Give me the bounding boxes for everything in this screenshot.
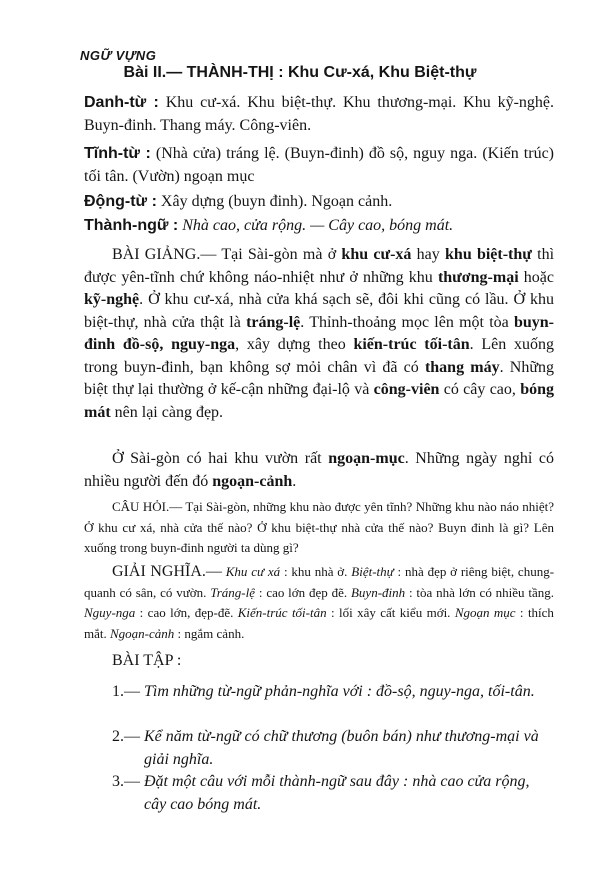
keyword: công-viên [373, 381, 440, 398]
glossary-term: Nguy-nga [84, 605, 136, 620]
vocab-label: Thành-ngữ [84, 217, 169, 234]
vocab-danh-tu: Danh-từ : Khu cư-xá. Khu biệt-thự. Khu thương-mại. Khu kỹ-nghệ. Buyn-đinh. Thang máy. Công-viên. [84, 94, 554, 134]
lecture-label: BÀI GIẢNG.— [112, 246, 217, 263]
glossary-definition: tòa nhà lớn có nhiều tầng. [416, 584, 555, 600]
lecture-paragraph-1: BÀI GIẢNG.— Tại Sài-gòn mà ở khu cư-xá hay khu biệt-thự thì được yên-tĩnh chứ không náo-nhiệt như ở những khu thương-mại hoặc kỹ-nghệ. Ở khu cư-xá, nhà cửa khá sạch sẽ, đôi khi cũng có lầu. Ở khu biệt-thự, nhà cửa thật là tráng-lệ. Thỉnh-thoảng mọc lên một tòa buyn-đinh đồ-sộ, nguy-nga, xây dựng theo kiến-trúc tối-tân. Lên xuống trong buyn-đinh, bạn không sợ mỏi chân vì đã có thang máy. Những biệt thự lại thường ở kế-cận những đại-lộ và công-viên có cây cao, bóng mát nên lại càng đẹp. [84, 246, 555, 421]
vocab-text: Nhà cao, cửa rộng. — Cây cao, bóng mát. [178, 217, 454, 234]
glossary-definition: nhà đẹp ở riêng biệt, chung-quanh có sân, có vườn. [84, 564, 555, 600]
vocab-label: Danh-từ [84, 94, 147, 111]
glossary-entry: Nguy-nga : cao lớn, đẹp-đẽ. [84, 605, 234, 620]
keyword: thang máy [424, 358, 500, 376]
vocab-thanh-ngu: Thành-ngữ : Nhà cao, cửa rộng. — Cây cao, bóng mát. [84, 217, 454, 234]
exercise-item [112, 681, 552, 704]
glossary-term: Biệt-thự [351, 564, 394, 579]
glossary-term: Ngoạn mục [454, 605, 516, 620]
vocab-text: Xây dựng (buyn đinh). Ngoạn cảnh. [156, 193, 393, 210]
exercises-heading: BÀI TẬP : [112, 652, 182, 669]
keyword: bóng mát [84, 381, 554, 421]
glossary-block [84, 562, 554, 644]
keyword: kỹ-nghệ [84, 291, 140, 308]
glossary-entry: Buyn-đinh : tòa nhà lớn có nhiều tầng. [350, 584, 555, 600]
glossary-term: Khu cư xá [225, 564, 281, 579]
exercise-item [112, 771, 552, 816]
glossary-definition: cao lớn đẹp đẽ. [266, 584, 348, 600]
section-header: NGỮ VỰNG [80, 48, 157, 63]
keyword: thương-mại [437, 268, 519, 286]
keyword: ngoạn-cảnh [212, 472, 293, 490]
keyword: kiến-trúc tối-tân [353, 336, 470, 353]
exercise-number: 1.— [112, 683, 140, 700]
glossary-entry: Ngoạn-cảnh : ngắm cảnh. [110, 625, 245, 641]
exercise-text: Kể năm từ-ngữ có chữ thương (buôn bán) như thương-mại và giải nghĩa. [144, 728, 539, 768]
glossary-definition: ngắm cảnh. [184, 625, 245, 641]
glossary-definition: cao lớn, đẹp-đẽ. [147, 605, 234, 620]
exercise-text: Tìm những từ-ngữ phản-nghĩa với : đồ-sộ, nguy-nga, tối-tân. [144, 683, 535, 700]
glossary-entry: Ngoạn mục : thích mắt. [84, 605, 554, 641]
questions-block [84, 497, 554, 559]
glossary-entry: Kiến-trúc tối-tân : lối xây cất kiểu mới. [237, 605, 451, 620]
glossary-definition: lối xây cất kiểu mới. [339, 605, 451, 620]
glossary-label: GIẢI NGHĨA.— [112, 563, 222, 580]
vocab-tinh-tu: Tĩnh-từ : (Nhà cửa) tráng lệ. (Buyn-đinh) đồ sộ, nguy nga. (Kiến trúc) tối tân. (Vườn) ngoạn mục [84, 145, 555, 185]
vocab-text: Khu cư-xá. Khu biệt-thự. Khu thương-mại. Khu kỹ-nghệ. Buyn-đinh. Thang máy. Công-viên. [84, 94, 554, 134]
glossary-term: Kiến-trúc tối-tân [237, 605, 327, 620]
glossary-term: Buyn-đinh [350, 584, 406, 600]
exercise-number: 2.— [112, 728, 140, 745]
vocab-label: Động-từ [84, 193, 148, 210]
glossary-term: Ngoạn-cảnh [110, 625, 175, 641]
glossary-term: Tráng-lệ [210, 584, 256, 600]
questions-label: CÂU HỎI.— [112, 499, 183, 514]
keyword: tráng-lệ [246, 313, 301, 331]
keyword: khu cư-xá [341, 246, 412, 263]
glossary-entry: Khu cư xá : khu nhà ở. [225, 564, 348, 579]
exercise-text: Đặt một câu với mỗi thành-ngữ sau đây : nhà cao cửa rộng, cây cao bóng mát. [144, 773, 530, 813]
glossary-definition: khu nhà ở. [291, 564, 348, 579]
glossary-definition: thích mắt. [84, 605, 554, 641]
exercise-number: 3.— [112, 773, 140, 790]
vocab-dong-tu: Động-từ : Xây dựng (buyn đinh). Ngoạn cảnh. [84, 193, 393, 210]
keyword: buyn-đinh đồ-sộ, nguy-nga [84, 313, 554, 353]
vocab-text: (Nhà cửa) tráng lệ. (Buyn-đinh) đồ sộ, nguy nga. (Kiến trúc) tối tân. (Vườn) ngoạn mục [84, 145, 555, 185]
vocab-label: Tĩnh-từ [84, 145, 141, 162]
lecture-paragraph-2: Ở Sài-gòn có hai khu vườn rất ngoạn-mục. Những ngày nghỉ có nhiều người đến đó ngoạn-cảnh. [84, 450, 555, 490]
lesson-title: Bài II.— THÀNH-THỊ : Khu Cư-xá, Khu Biệt-thự [123, 64, 477, 81]
glossary-entry: Biệt-thự : nhà đẹp ở riêng biệt, chung-quanh có sân, có vườn. [84, 564, 555, 600]
exercise-item [112, 726, 552, 771]
glossary-entry: Tráng-lệ : cao lớn đẹp đẽ. [210, 584, 348, 600]
keyword: khu biệt-thự [445, 246, 532, 263]
keyword: ngoạn-mục [328, 450, 405, 467]
questions-text: Tại Sài-gòn, những khu nào được yên tĩnh? Những khu nào náo nhiệt? Ở khu cư xá, nhà cửa thế nào? Ở khu biệt-thự nhà cửa thế nào? Buyn đinh là gì? Lên xuống trong buyn-đinh người ta dùng gì? [84, 499, 554, 555]
